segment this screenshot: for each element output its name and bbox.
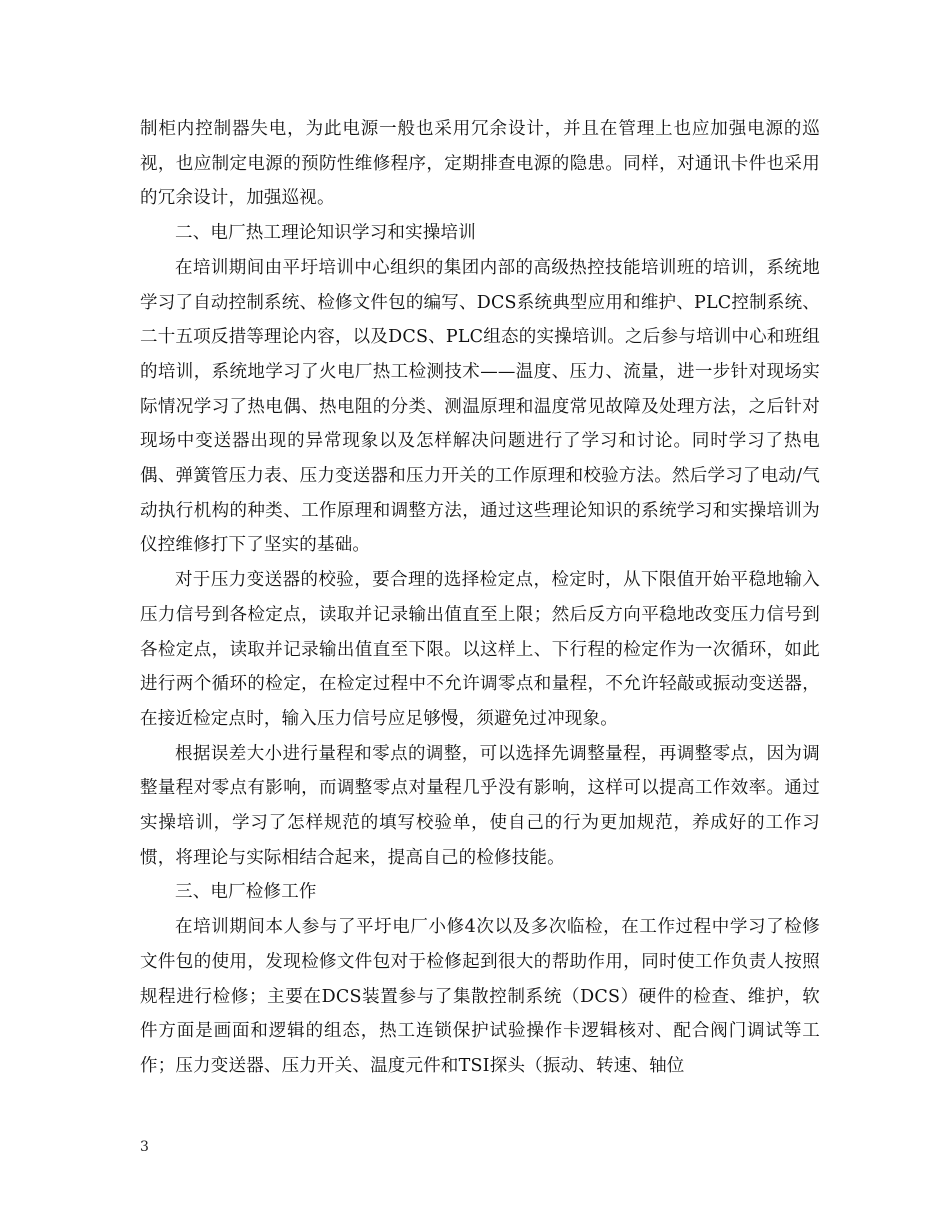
paragraph-transmitter-calibration: 对于压力变送器的校验，要合理的选择检定点，检定时，从下限值开始平稳地输入压力信号到各检定点，读取并记录输出值直至上限；然后反方向平稳地改变压力信号到各检定点，读取并记录输出值直至下限。以这样上、下行程的检定作为一次循环，如此进行两个循环的检定，在检定过程中不允许调零点和量程，不允许轻敲或振动变送器，在接近检定点时，输入压力信号应足够慢，须避免过冲现象。 <box>140 570 820 729</box>
section-heading-theory-training: 二、电厂热工理论知识学习和实操培训 <box>175 223 476 244</box>
paragraph-range-zero-adjustment: 根据误差大小进行量程和零点的调整，可以选择先调整量程，再调整零点，因为调整量程对零点有影响，而调整零点对量程几乎没有影响，这样可以提高工作效率。通过实操培训，学习了怎样规范的填写校验单，使自己的行为更加规范，养成好的工作习惯，将理论与实际相结合起来，提高自己的检修技能。 <box>140 743 820 868</box>
document-body <box>140 112 820 1084</box>
paragraph-maintenance-participation: 在培训期间本人参与了平圩电厂小修4次以及多次临检，在工作过程中学习了检修文件包的使用，发现检修文件包对于检修起到很大的帮助作用，同时使工作负责人按照规程进行检修；主要在DCS装置参与了集散控制系统（DCS）硬件的检查、维护，软件方面是画面和逻辑的组态，热工连锁保护试验操作卡逻辑核对、配合阀门调试等工作；压力变送器、压力开关、温度元件和TSI探头（振动、转速、轴位 <box>140 917 820 1076</box>
paragraph-power-redundancy: 制柜内控制器失电，为此电源一般也采用冗余设计，并且在管理上也应加强电源的巡视，也应制定电源的预防性维修程序，定期排查电源的隐患。同样，对通讯卡件也采用的冗余设计，加强巡视。 <box>140 119 820 209</box>
page-number: 3 <box>140 1139 149 1155</box>
section-heading-maintenance-work: 三、电厂检修工作 <box>175 882 317 903</box>
paragraph-training-content: 在培训期间由平圩培训中心组织的集团内部的高级热控技能培训班的培训，系统地学习了自动控制系统、检修文件包的编写、DCS系统典型应用和维护、PLC控制系统、二十五项反措等理论内容，以及DCS、PLC组态的实操培训。之后参与培训中心和班组的培训，系统地学习了火电厂热工检测技术——温度、压力、流量，进一步针对现场实际情况学习了热电偶、热电阻的分类、测温原理和温度常见故障及处理方法，之后针对现场中变送器出现的异常现象以及怎样解决问题进行了学习和讨论。同时学习了热电偶、弹簧管压力表、压力变送器和压力开关的工作原理和校验方法。然后学习了电动/气动执行机构的种类、工作原理和调整方法，通过这些理论知识的系统学习和实操培训为仪控维修打下了坚实的基础。 <box>140 257 820 556</box>
